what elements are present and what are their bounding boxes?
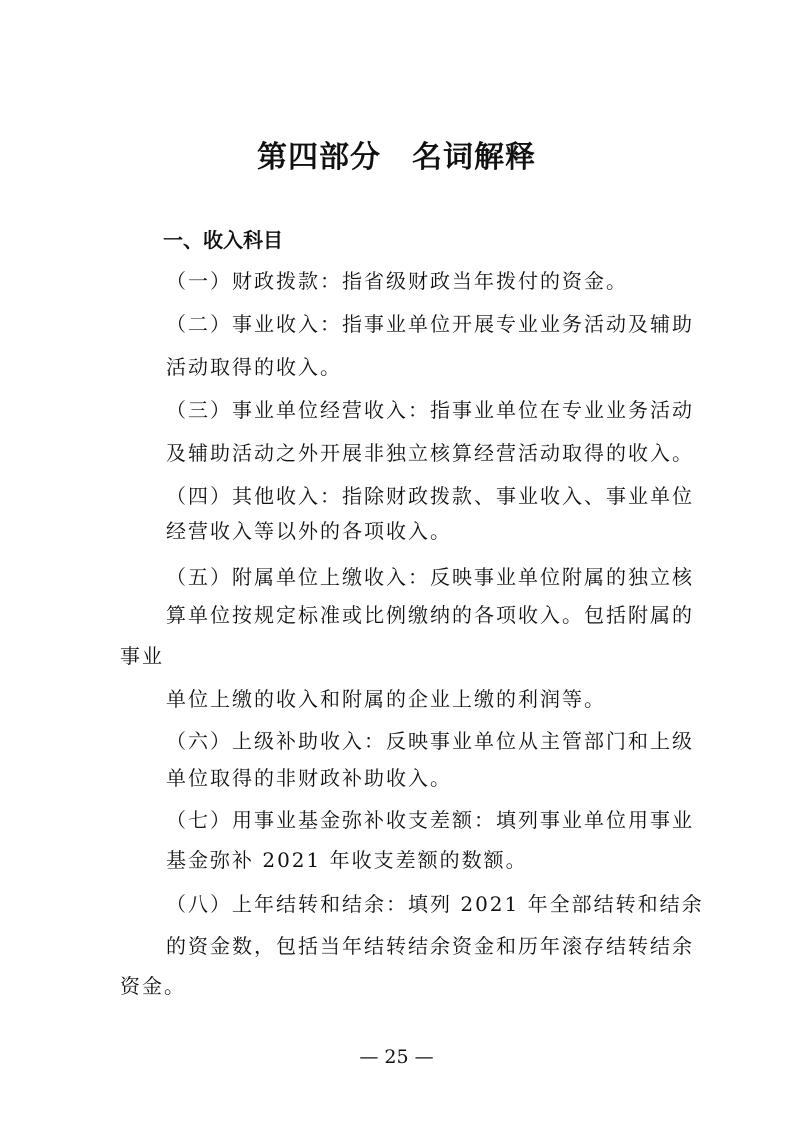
body-line: 及辅助活动之外开展非独立核算经营活动取得的收入。 [166,441,694,465]
body-line: （六）上级补助收入：反映事业单位从主管部门和上级 [166,729,694,753]
body-line: （七）用事业基金弥补收支差额：填列事业单位用事业 [166,808,694,832]
body-line: 资金。 [120,974,186,998]
body-line: 单位取得的非财政补助收入。 [166,766,452,790]
section-heading: 一、收入科目 [163,228,283,252]
body-line: （一）财政拨款：指省级财政当年拨付的资金。 [166,269,628,293]
body-line: （三）事业单位经营收入：指事业单位在专业业务活动 [166,398,694,422]
body-line: （五）附属单位上缴收入：反映事业单位附属的独立核 [166,565,694,589]
body-line: 经营收入等以外的各项收入。 [166,519,452,543]
body-line: 算单位按规定标准或比例缴纳的各项收入。包括附属的 [166,603,694,627]
body-line: （八）上年结转和结余：填列 2021 年全部结转和结余 [166,892,704,916]
page-number: — 25 — [359,1046,434,1068]
body-line: 的资金数，包括当年结转结余资金和历年滚存结转结余 [166,934,694,958]
body-line: 活动取得的收入。 [166,355,342,379]
body-line: 基金弥补 2021 年收支差额的数额。 [166,848,528,872]
page-title: 第四部分 名词解释 [257,140,536,175]
body-line: （四）其他收入：指除财政拨款、事业收入、事业单位 [166,484,694,508]
body-line: 事业 [120,644,164,668]
body-line: （二）事业收入：指事业单位开展专业业务活动及辅助 [166,312,694,336]
body-line: 单位上缴的收入和附属的企业上缴的利润等。 [166,687,606,711]
